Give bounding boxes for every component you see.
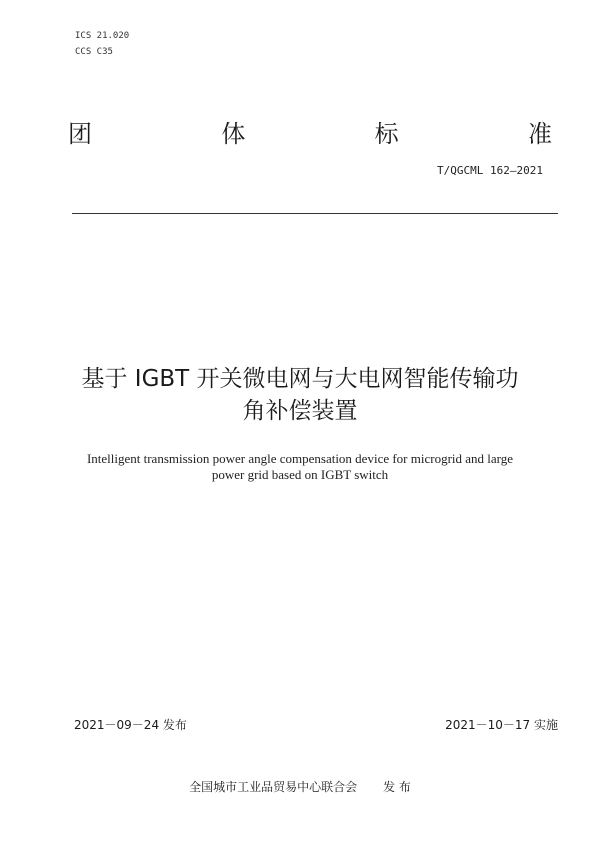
header-divider bbox=[72, 213, 558, 214]
standard-number: T/QGCML 162—2021 bbox=[437, 164, 543, 177]
title-chinese-line-2: 角补偿装置 bbox=[242, 398, 358, 424]
title-chinese-line-1: 基于 IGBT 开关微电网与大电网智能传输功 bbox=[81, 366, 519, 392]
publish-date: 2021－09－24 发布 bbox=[74, 718, 187, 732]
ccs-code: CCS C35 bbox=[75, 47, 113, 57]
heading-char-3: 标 bbox=[374, 120, 399, 148]
document-title-chinese bbox=[40, 363, 560, 427]
publish-action: 发 布 bbox=[383, 780, 411, 794]
document-title-english bbox=[60, 451, 540, 483]
heading-char-2: 体 bbox=[221, 120, 246, 148]
implementation-date: 2021－10－17 实施 bbox=[445, 718, 558, 732]
group-standard-heading bbox=[68, 114, 552, 149]
classification-codes bbox=[75, 28, 129, 60]
ics-code: ICS 21.020 bbox=[75, 31, 130, 41]
publisher-name: 全国城市工业品贸易中心联合会 bbox=[189, 780, 358, 794]
title-english-line-2: power grid based on IGBT switch bbox=[211, 467, 389, 482]
title-english-line-1: Intelligent transmission power angle compensation device for microgrid and large bbox=[86, 451, 514, 466]
publisher-line bbox=[0, 778, 600, 795]
heading-char-4: 准 bbox=[527, 120, 552, 148]
heading-char-1: 团 bbox=[68, 120, 92, 148]
